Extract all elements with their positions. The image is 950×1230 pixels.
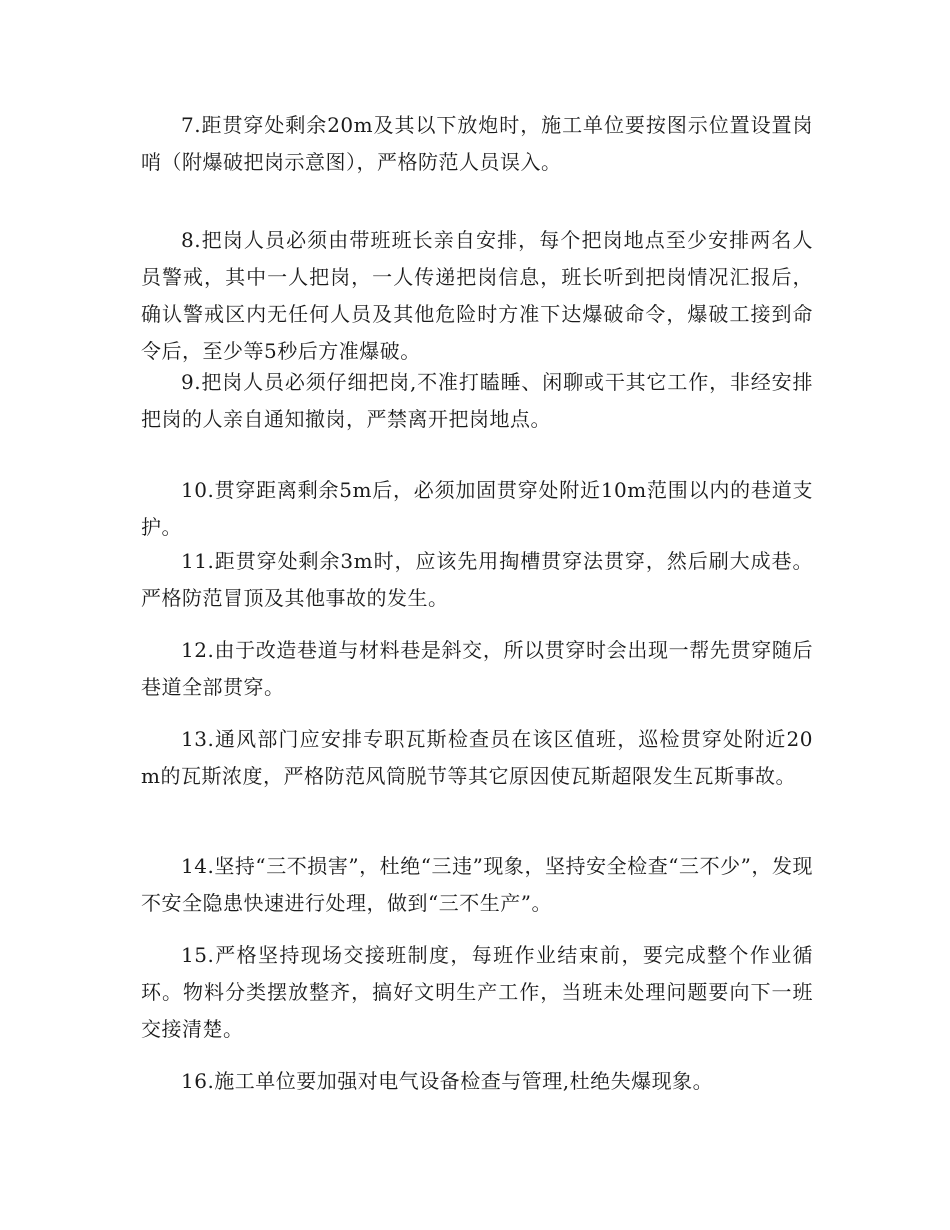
paragraph-item-7: 7.距贯穿处剩余20m及其以下放炮时，施工单位要按图示位置设置岗哨（附爆破把岗示意图），严格防范人员误入。 (141, 113, 813, 174)
paragraph-item-11: 11.距贯穿处剩余3m时，应该先用掏槽贯穿法贯穿，然后刷大成巷。严格防范冒顶及其他事故的发生。 (141, 549, 813, 610)
paragraph-item-15: 15.严格坚持现场交接班制度，每班作业结束前，要完成整个作业循环。物料分类摆放整齐，搞好文明生产工作，当班未处理问题要向下一班交接清楚。 (141, 943, 813, 1041)
paragraph-item-12: 12.由于改造巷道与材料巷是斜交，所以贯穿时会出现一帮先贯穿随后巷道全部贯穿。 (141, 638, 813, 699)
paragraph-item-9: 9.把岗人员必须仔细把岗,不准打瞌睡、闲聊或干其它工作，非经安排把岗的人亲自通知撤岗，严禁离开把岗地点。 (141, 370, 813, 431)
paragraph-item-10: 10.贯穿距离剩余5m后，必须加固贯穿处附近10m范围以内的巷道支护。 (141, 478, 813, 539)
paragraph-item-16: 16.施工单位要加强对电气设备检查与管理,杜绝失爆现象。 (181, 1069, 714, 1093)
paragraph-item-14: 14.坚持“三不损害”，杜绝“三违”现象，坚持安全检查“三不少”，发现不安全隐患快速进行处理，做到“三不生产”。 (141, 854, 813, 915)
paragraph-item-13: 13.通风部门应安排专职瓦斯检查员在该区值班，巡检贯穿处附近20m的瓦斯浓度，严格防范风筒脱节等其它原因使瓦斯超限发生瓦斯事故。 (141, 727, 813, 788)
paragraph-item-8: 8.把岗人员必须由带班班长亲自安排，每个把岗地点至少安排两名人员警戒，其中一人把岗，一人传递把岗信息，班长听到把岗情况汇报后，确认警戒区内无任何人员及其他危险时方准下达爆破命令，爆破工接到命令后，至少等5秒后方准爆破。 (141, 228, 813, 363)
